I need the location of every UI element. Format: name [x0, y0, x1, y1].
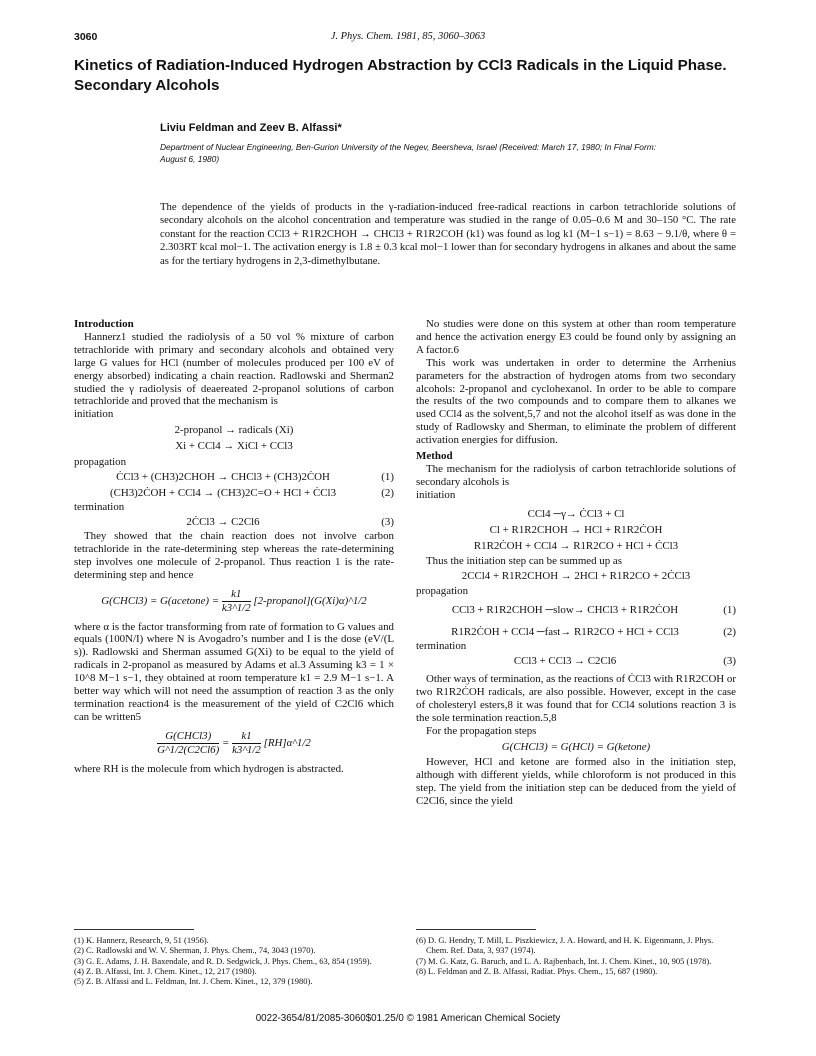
- affiliation: Department of Nuclear Engineering, Ben-Gurion University of the Negev, Beersheva, Israel (Received: March 17, 1980; In Final Form: August 6, 1980): [160, 142, 657, 164]
- method-initiation-eq-2: Cl + R1R2CHOH → HCl + R1R2ĊOH: [489, 523, 663, 536]
- rate-equation-numerator: k1: [222, 588, 251, 602]
- footnotes-right: [416, 935, 736, 976]
- equation-1: [74, 469, 394, 485]
- authors: Liviu Feldman and Zeev B. Alfassi*: [160, 122, 342, 134]
- rate-equation-fraction: [222, 588, 251, 615]
- footnote: (6) D. G. Hendry, T. Mill, L. Piszkiewicz, J. A. Howard, and H. K. Eigenmann, J. Phys. Chem. Ref. Data, 3, 937 (1974).: [416, 935, 714, 956]
- equation-2: [74, 485, 394, 501]
- equation-1-text: ĊCl3 + (CH3)2CHOH → CHCl3 + (CH3)2ĊOH: [116, 470, 330, 483]
- method-equation-3-number: (3): [723, 655, 736, 668]
- method-equation-1-text: CCl3 + R1R2CHOH ─slow→ CHCl3 + R1R2ĊOH: [451, 604, 679, 617]
- ratio-k-fraction: [232, 730, 261, 757]
- equation-2-text: (CH3)2ĊOH + CCl4 → (CH3)2C=O + HCl + ĊCl3: [109, 486, 337, 499]
- method-propagation-label: propagation: [416, 585, 469, 598]
- footnote-rule-right: [416, 929, 536, 930]
- ratio-equation: $\frac{\text{G(CHCl3)}}{G\^{}1/2(C2Cl6)}$ = $\frac{k1}{k3\^{}1/2}$ [RH]α^1/2: [157, 729, 311, 756]
- summed-initiation-eq: 2CCl4 + R1R2CHOH → 2HCl + R1R2CO + 2ĊCl3: [461, 570, 691, 583]
- right-paragraph-1: No studies were done on this system at other than room temperature and hence the activation energy E3 could be found only by assigning an A factor.6: [416, 318, 736, 356]
- ratio-numerator: G(CHCl3): [157, 730, 219, 744]
- rate-equation-denominator: k3^1/2: [221, 601, 251, 614]
- method-equation-1-number: (1): [723, 604, 736, 617]
- ratio-tail: [RH]α^1/2: [263, 736, 311, 749]
- footnote: (5) Z. B. Alfassi and L. Feldman, Int. J. Chem. Kinet., 12, 379 (1980).: [74, 976, 313, 987]
- left-column: [74, 318, 394, 776]
- article-title: Kinetics of Radiation-Induced Hydrogen Abstraction by CCl3 Radicals in the Liquid Phase. Secondary Alcohols: [74, 57, 727, 94]
- footnote: (4) Z. B. Alfassi, Int. J. Chem. Kinet., 12, 217 (1980).: [74, 965, 257, 976]
- method-equation-2-text: R1R2ĊOH + CCl4 ─fast→ R1R2CO + HCl + CCl3: [451, 626, 679, 639]
- propagation-yield-eq: G(CHCl3) = G(HCl) = G(ketone): [501, 740, 651, 753]
- propagation-label: propagation: [74, 456, 127, 469]
- method-paragraph-4: For the propagation steps: [426, 724, 537, 737]
- method-initiation-eq-1: CCl4 ─γ→ ĊCl3 + Cl: [527, 507, 625, 520]
- termination-label: termination: [74, 500, 125, 513]
- rate-equation: [74, 588, 394, 615]
- method-heading: Method: [416, 450, 453, 463]
- ratio-denominator: G^1/2(C2Cl6): [157, 743, 220, 756]
- method-equation-1: [416, 602, 736, 618]
- method-initiation-eq-3: R1R2ĊOH + CCl4 → R1R2CO + HCl + ĊCl3: [473, 539, 679, 552]
- method-paragraph-2: Thus the initiation step can be summed up as: [426, 555, 622, 568]
- method-equation-3: [416, 653, 736, 669]
- method-initiation-label: initiation: [416, 488, 456, 501]
- equation-initiation-1: 2-propanol → radicals (Xi): [174, 424, 294, 437]
- method-paragraph-5: However, HCl and ketone are formed also in the initiation step, although with different yields, while chloroform is not produced in this step. The yield from the initiation step can be deduced from the yield of C2Cl6, since the yield: [416, 756, 736, 808]
- footnote: (2) C. Radlowski and W. V. Sherman, J. Phys. Chem., 74, 3043 (1970).: [74, 945, 316, 956]
- method-equation-2-number: (2): [723, 626, 736, 639]
- method-termination-label: termination: [416, 640, 467, 653]
- introduction-heading: Introduction: [74, 318, 134, 330]
- footnote: (8) L. Feldman and Z. B. Alfassi, Radiat. Phys. Chem., 15, 687 (1980).: [416, 965, 658, 976]
- equation-2-number: (2): [381, 486, 394, 499]
- initiation-label: initiation: [74, 408, 114, 421]
- equation-3-number: (3): [381, 515, 394, 528]
- method-paragraph-1: The mechanism for the radiolysis of carbon tetrachloride solutions of secondary alcohols is: [416, 462, 736, 488]
- ratio-k-numerator: k1: [232, 730, 261, 744]
- right-column: [416, 318, 736, 808]
- running-head: [74, 31, 742, 45]
- footnote-rule-left: [74, 929, 194, 930]
- page-number: 3060: [74, 31, 98, 43]
- equation-3-text: 2ĊCl3 → C2Cl6: [186, 515, 260, 528]
- rate-equation-rhs: [2-propanol](G(Xi)α)^1/2: [253, 594, 367, 607]
- ratio-fraction: [157, 730, 219, 757]
- right-paragraph-2: This work was undertaken in order to determine the Arrhenius parameters for the abstraction of hydrogen atoms from two secondary alcohols: 2-propanol and cyclohexanol. In order to be able to compare the results of the two compounds and to compare them to alkanes we used CCl4 as the solvent,5,7 and not the alcohol itself as was done in the study of Radlowsky and Sherman, to eliminate the problem of different activation energies for diffusion.: [416, 356, 736, 447]
- equation-initiation-2: Xi + CCl4 → XiCl + CCl3: [175, 440, 293, 453]
- journal-citation: J. Phys. Chem. 1981, 85, 3060–3063: [330, 31, 486, 42]
- footnote: (3) G. E. Adams, J. H. Baxendale, and R. D. Sedgwick, J. Phys. Chem., 63, 854 (1959).: [74, 955, 372, 966]
- intro-paragraph-4: where RH is the molecule from which hydrogen is abstracted.: [74, 762, 344, 775]
- rate-equation-lhs: G(CHCl3) = G(acetone) =: [101, 594, 220, 607]
- intro-paragraph-1: Hannerz1 studied the radiolysis of a 50 vol % mixture of carbon tetrachloride with primary and secondary alcohols and obtained very large G values for HCl (number of molecules produced per 100 eV of energy absorbed) indicating a chain reaction. Radlowski and Sherman2 studied the γ radiolysis of deaereated 2-propanol solutions of carbon tetrachloride and proved that the mechanism is: [74, 330, 394, 408]
- intro-paragraph-2: They showed that the chain reaction does not involve carbon tetrachloride in the rate-determining step whereas the rate-determining step involves one molecule of 2-propanol. Thus reaction 1 is the rate-determining step and hence: [74, 529, 394, 581]
- intro-paragraph-3: where α is the factor transforming from rate of formation to G values and equals (100N/I) where N is Avogadro’s number and I is the dose (eV/(L s)). Radlowski and Sherman assumed G(Xi) to be equal to the yield of radicals in 2-propanol as measured by Adams et al.3 Assuming k3 = 1 × 10^8 M−1 s−1, they obtained at room temperature k1 = 2.9 M−1 s−1. A better way which will not need the assumption of reaction 3 as the only termination reaction4 is the measurement of the yield of C2Cl6 which can be written5: [74, 620, 394, 723]
- method-equation-2: [416, 624, 736, 640]
- footnote: (7) M. G. Katz, G. Baruch, and L. A. Rajbenbach, Int. J. Chem. Kinet., 10, 905 (1978).: [416, 955, 712, 966]
- method-paragraph-3: Other ways of termination, as the reactions of ĊCl3 with R1R2COH or two R1R2ĊOH radicals, are also possible. However, except in the case of cholesteryl esters,8 it was found that for CCl4 solutions reaction 3 is the sole termination reaction.5,8: [416, 673, 736, 724]
- footnote: (1) K. Hannerz, Research, 9, 51 (1956).: [74, 935, 209, 945]
- equation-1-number: (1): [381, 470, 394, 483]
- abstract: The dependence of the yields of products in the γ-radiation-induced free-radical reactions in carbon tetrachloride solutions of secondary alcohols on the alcohol concentration and temperature was studied in the range of 0.05–0.6 M and 30–150 °C. The rate constant for the reaction CCl3 + R1R2CHOH → CHCl3 + R1R2COH (k1) was found as log k1 (M−1 s−1) = 8.63 − 9.1/θ, where θ = 2.303RT kcal mol−1. The activation energy is 1.8 ± 0.3 kcal mol−1 lower than for secondary hydrogens in alkanes and about the same as for the tertiary hydrogens in 2,3-dimethylbutane.: [160, 201, 736, 267]
- equation-3: [74, 514, 394, 530]
- copyright-line: 0022-3654/81/2085-3060$01.25/0 © 1981 American Chemical Society: [255, 1013, 561, 1024]
- ratio-k-denominator: k3^1/2: [232, 743, 261, 756]
- method-equation-3-text: CCl3 + CCl3 → C2Cl6: [513, 655, 617, 668]
- footnotes-left: [74, 935, 394, 986]
